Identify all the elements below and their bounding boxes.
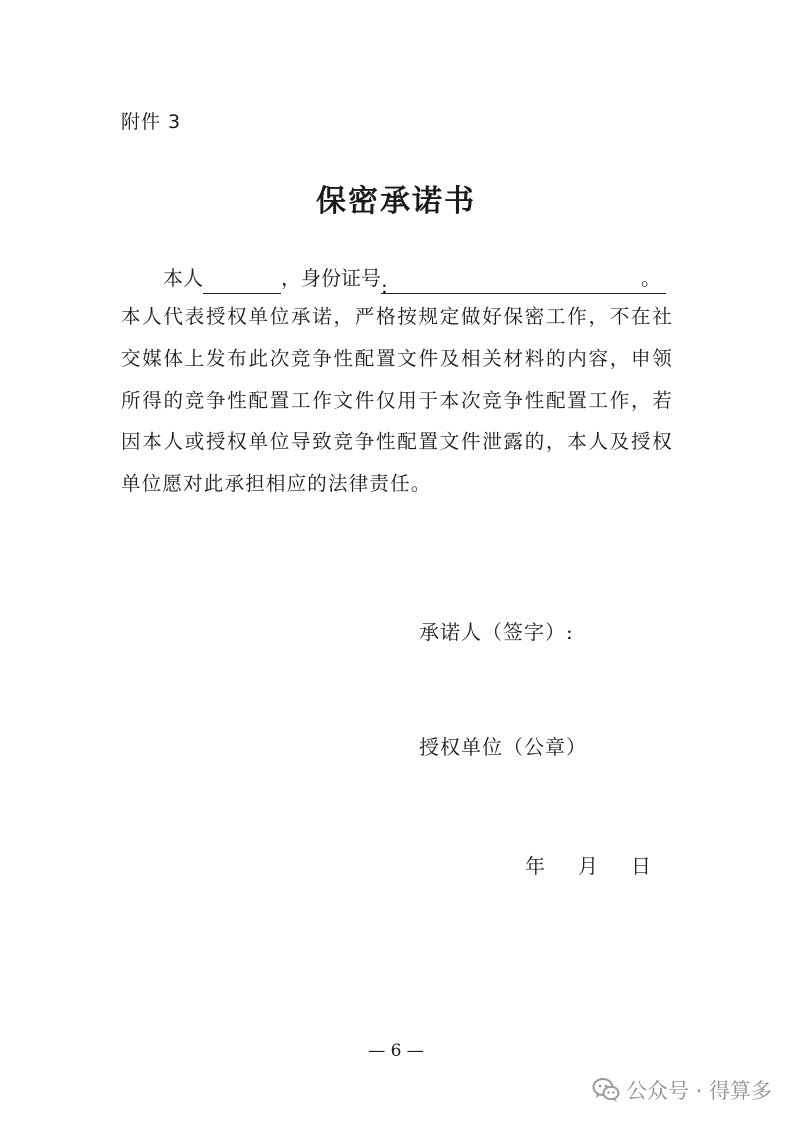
date-year: 年 — [525, 854, 545, 878]
id-line — [163, 263, 666, 298]
unit-seal-label: 授权单位（公章） — [419, 735, 587, 759]
date-line — [525, 850, 651, 879]
commitment-paragraph: 本人代表授权单位承诺，严格按规定做好保密工作，不在社交媒体上发布此次竞争性配置文件及相关材料的内容，申领所得的竞争性配置工作文件仅用于本次竞争性配置工作，若因本人或授权单位导致竞争性配置文件泄露的，本人及授权单位愿对此承担相应的法律责任。 — [121, 305, 673, 496]
date-day: 日 — [631, 854, 651, 878]
attachment-label: 附件 3 — [121, 111, 182, 133]
date-month: 月 — [578, 854, 598, 878]
promiser-signature-label: 承诺人（签字）: — [419, 620, 574, 644]
id-line-middle: ，身份证号 — [281, 266, 381, 290]
document-title: 保密承诺书 — [316, 184, 476, 219]
id-line-end: 。 — [636, 263, 666, 294]
id-line-prefix: 本人 — [163, 266, 203, 290]
name-blank — [203, 271, 281, 294]
id-number-blank — [381, 271, 636, 298]
id-line-colon: : — [381, 274, 388, 298]
wechat-icon — [592, 1077, 620, 1103]
watermark — [592, 1075, 772, 1105]
watermark-text: 公众号 · 得算多 — [625, 1079, 772, 1103]
page-number: — 6 — — [368, 1041, 424, 1061]
